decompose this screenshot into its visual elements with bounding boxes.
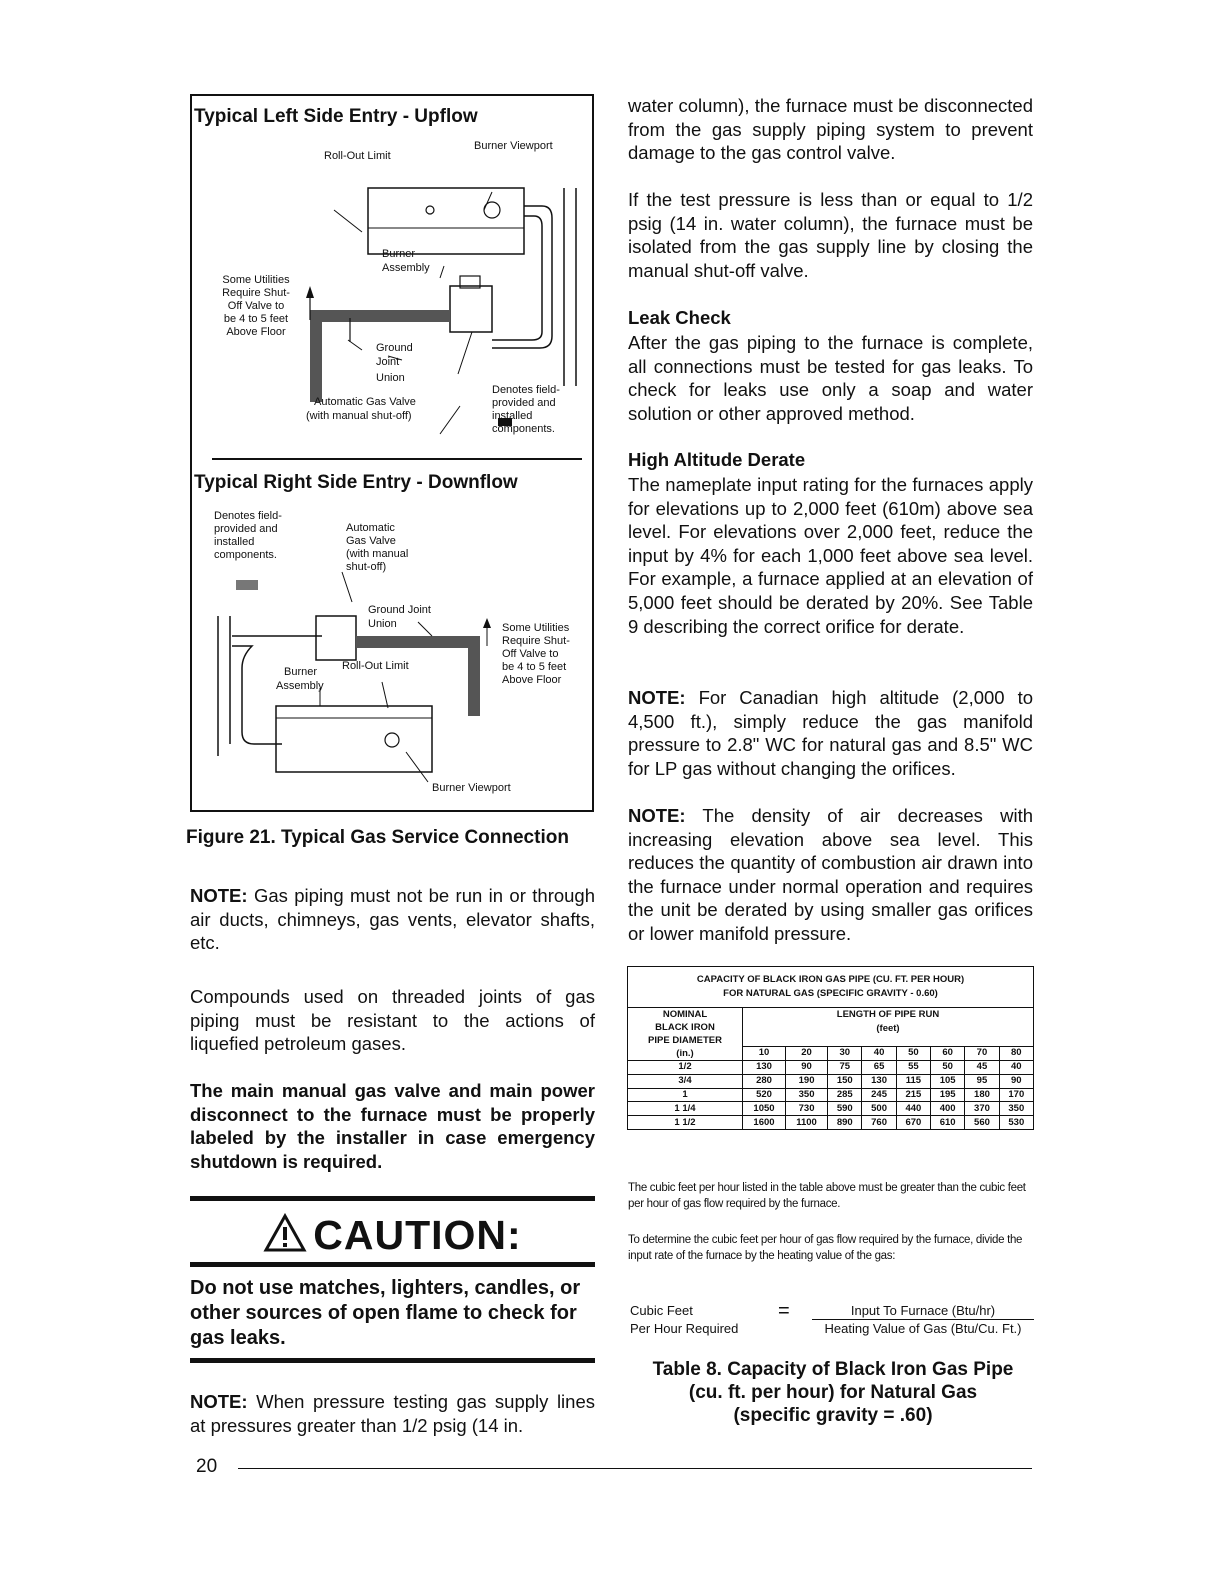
value-cell: 115 bbox=[896, 1074, 930, 1088]
altitude-heading: High Altitude Derate bbox=[628, 449, 806, 470]
table-row bbox=[628, 1102, 1034, 1116]
upflow-rollout-label: Roll-Out Limit bbox=[324, 150, 391, 162]
upflow-denotes-note: Denotes field- provided and installed components. bbox=[492, 384, 560, 435]
length-cell: 40 bbox=[862, 1046, 896, 1060]
downflow-rollout-label: Roll-Out Limit bbox=[342, 660, 409, 672]
labeling-warning: The main manual gas valve and main power disconnect to the furnace must be properly labeled by the installer in case emergency shutdown is required. bbox=[190, 1080, 595, 1172]
value-cell: 520 bbox=[743, 1088, 786, 1102]
table-row bbox=[628, 1116, 1034, 1130]
value-cell: 40 bbox=[999, 1061, 1033, 1075]
value-cell: 500 bbox=[862, 1102, 896, 1116]
upflow-shutoff-note: Some Utilities Require Shut- Off Valve to be 4 to 5 feet Above Floor bbox=[222, 274, 290, 338]
value-cell: 170 bbox=[999, 1088, 1033, 1102]
caution-heading: CAUTION: bbox=[190, 1212, 595, 1259]
value-cell: 1100 bbox=[785, 1116, 827, 1130]
footer-rule bbox=[238, 1468, 1032, 1469]
size-cell: 1 1/2 bbox=[628, 1116, 743, 1130]
diameter-header: NOMINAL BLACK IRON PIPE DIAMETER (in.) bbox=[628, 1008, 743, 1061]
note-gas-piping: NOTE: Gas piping must not be run in or through air ducts, chimneys, gas vents, elevator shafts, etc. bbox=[190, 885, 596, 954]
value-cell: 215 bbox=[896, 1088, 930, 1102]
downflow-viewport-label: Burner Viewport bbox=[432, 782, 511, 794]
value-cell: 90 bbox=[785, 1061, 827, 1075]
value-cell: 350 bbox=[785, 1088, 827, 1102]
upflow-ground-label: Ground bbox=[376, 342, 413, 354]
page-number: 20 bbox=[196, 1456, 218, 1477]
caution-bottom-bar bbox=[190, 1358, 595, 1363]
caution-mid-bar bbox=[190, 1262, 595, 1267]
table-row bbox=[628, 1074, 1034, 1088]
value-cell: 590 bbox=[828, 1102, 862, 1116]
size-cell: 1/2 bbox=[628, 1061, 743, 1075]
value-cell: 75 bbox=[828, 1061, 862, 1075]
value-cell: 150 bbox=[828, 1074, 862, 1088]
downflow-burner-label: Burner bbox=[284, 666, 318, 678]
size-cell: 3/4 bbox=[628, 1074, 743, 1088]
figure-separator bbox=[212, 458, 582, 460]
note-air-density: NOTE: The density of air decreases with increasing elevation above sea level. This reduces the quantity of combustion air drawn into the furnace under normal operation and requires the unit be derated by using smaller gas orifices or lower manifold pressure. bbox=[628, 805, 1033, 944]
value-cell: 400 bbox=[931, 1102, 965, 1116]
altitude-paragraph: The nameplate input rating for the furnaces apply for elevations up to 2,000 feet (610m) above sea level. For elevations over 2,000 feet, reduce the input by 4% for each 1,000 feet above sea level. For example, a furnace applied at an elevation of 5,000 feet should be derated by 20%. See Table 9 describing the correct orifice for derate. bbox=[628, 474, 1033, 637]
value-cell: 670 bbox=[896, 1116, 930, 1130]
leak-check-paragraph: After the gas piping to the furnace is complete, all connections must be tested for gas leaks. To check for leaks use only a soap and water solution or other approved method. bbox=[628, 332, 1033, 424]
value-cell: 730 bbox=[785, 1102, 827, 1116]
equation-equals: = bbox=[778, 1300, 790, 1322]
value-cell: 350 bbox=[999, 1102, 1033, 1116]
size-cell: 1 1/4 bbox=[628, 1102, 743, 1116]
value-cell: 760 bbox=[862, 1116, 896, 1130]
value-cell: 130 bbox=[862, 1074, 896, 1088]
length-cell: 20 bbox=[785, 1046, 827, 1060]
downflow-union-label: Union bbox=[368, 618, 397, 630]
value-cell: 560 bbox=[965, 1116, 999, 1130]
value-cell: 1600 bbox=[743, 1116, 786, 1130]
upflow-union-label: Union bbox=[376, 372, 405, 384]
value-cell: 245 bbox=[862, 1088, 896, 1102]
table-footnote-2: To determine the cubic feet per hour of gas flow required by the furnace, divide the input rate of the furnace by the heating value of the gas: bbox=[628, 1234, 1023, 1262]
value-cell: 370 bbox=[965, 1102, 999, 1116]
upflow-valve-label: Automatic Gas Valve bbox=[314, 396, 416, 408]
value-cell: 90 bbox=[999, 1074, 1033, 1088]
downflow-ground-label: Ground Joint bbox=[368, 604, 431, 616]
value-cell: 50 bbox=[931, 1061, 965, 1075]
continued-paragraph: water column), the furnace must be disconnected from the gas supply piping system to prevent damage to the gas control valve. bbox=[628, 95, 1033, 164]
upflow-joint-label: Joint bbox=[376, 356, 400, 368]
gas-pipe-capacity-table bbox=[627, 966, 1034, 1130]
length-header: LENGTH OF PIPE RUN (feet) bbox=[743, 1008, 1034, 1047]
value-cell: 1050 bbox=[743, 1102, 786, 1116]
table-row bbox=[628, 1088, 1034, 1102]
value-cell: 95 bbox=[965, 1074, 999, 1088]
value-cell: 285 bbox=[828, 1088, 862, 1102]
caution-top-bar bbox=[190, 1196, 595, 1201]
value-cell: 280 bbox=[743, 1074, 786, 1088]
length-cell: 50 bbox=[896, 1046, 930, 1060]
value-cell: 130 bbox=[743, 1061, 786, 1075]
value-cell: 890 bbox=[828, 1116, 862, 1130]
value-cell: 610 bbox=[931, 1116, 965, 1130]
table-title-row bbox=[628, 967, 1034, 1008]
table-caption: Table 8. Capacity of Black Iron Gas Pipe (cu. ft. per hour) for Natural Gas (specific gravity = .60) bbox=[652, 1359, 1014, 1426]
value-cell: 440 bbox=[896, 1102, 930, 1116]
length-cell: 70 bbox=[965, 1046, 999, 1060]
equation-fraction: Input To Furnace (Btu/hr) Heating Value of Gas (Btu/Cu. Ft.) bbox=[812, 1302, 1034, 1337]
size-cell: 1 bbox=[628, 1088, 743, 1102]
value-cell: 55 bbox=[896, 1061, 930, 1075]
upflow-viewport-label: Burner Viewport bbox=[474, 140, 553, 152]
caution-text: Do not use matches, lighters, candles, or other sources of open flame to check for gas leaks. bbox=[190, 1277, 581, 1349]
figure-caption: Figure 21. Typical Gas Service Connection bbox=[186, 827, 569, 848]
value-cell: 45 bbox=[965, 1061, 999, 1075]
value-cell: 190 bbox=[785, 1074, 827, 1088]
table-row bbox=[628, 1061, 1034, 1075]
downflow-shutoff-note: Some Utilities Require Shut- Off Valve to be 4 to 5 feet Above Floor bbox=[502, 622, 570, 686]
leak-check-heading: Leak Check bbox=[628, 307, 731, 328]
downflow-denotes-note: Denotes field- provided and installed components. bbox=[214, 510, 282, 561]
value-cell: 180 bbox=[965, 1088, 999, 1102]
upflow-assembly-label: Assembly bbox=[382, 262, 430, 274]
value-cell: 65 bbox=[862, 1061, 896, 1075]
upflow-manual-label: (with manual shut-off) bbox=[306, 410, 412, 422]
test-pressure-paragraph: If the test pressure is less than or equal to 1/2 psig (14 in. water column), the furnace must be isolated from the gas supply line by closing the manual shut-off valve. bbox=[628, 189, 1033, 281]
length-cell: 30 bbox=[828, 1046, 862, 1060]
equation-left: Cubic Feet Per Hour Required bbox=[630, 1303, 739, 1336]
table-footnote-1: The cubic feet per hour listed in the table above must be greater than the cubic feet per hour of gas flow required by the furnace. bbox=[628, 1182, 1026, 1210]
upflow-title: Typical Left Side Entry - Upflow bbox=[194, 106, 478, 127]
length-cell: 60 bbox=[931, 1046, 965, 1060]
downflow-assembly-label: Assembly bbox=[276, 680, 324, 692]
compounds-paragraph: Compounds used on threaded joints of gas piping must be resistant to the actions of liquefied petroleum gases. bbox=[190, 986, 595, 1055]
downflow-title: Typical Right Side Entry - Downflow bbox=[194, 472, 518, 493]
value-cell: 530 bbox=[999, 1116, 1033, 1130]
table-title: CAPACITY OF BLACK IRON GAS PIPE (CU. FT. PER HOUR) FOR NATURAL GAS (SPECIFIC GRAVITY - 0.60) bbox=[628, 967, 1034, 1008]
value-cell: 195 bbox=[931, 1088, 965, 1102]
value-cell: 105 bbox=[931, 1074, 965, 1088]
length-cell: 80 bbox=[999, 1046, 1033, 1060]
note-canadian-altitude: NOTE: For Canadian high altitude (2,000 to 4,500 ft.), simply reduce the gas manifold pressure to 2.8" WC for natural gas and 8.5" WC for LP gas without changing the orifices. bbox=[628, 687, 1034, 779]
downflow-valve-note: Automatic Gas Valve (with manual shut-off) bbox=[346, 522, 409, 573]
figure-21-box bbox=[190, 94, 594, 812]
warning-triangle-icon bbox=[263, 1213, 307, 1253]
table-header-row bbox=[628, 1008, 1034, 1047]
note-pressure-testing: NOTE: When pressure testing gas supply lines at pressures greater than 1/2 psig (14 in. bbox=[190, 1391, 595, 1436]
length-cell: 10 bbox=[743, 1046, 786, 1060]
upflow-burner-label: Burner bbox=[382, 248, 416, 260]
